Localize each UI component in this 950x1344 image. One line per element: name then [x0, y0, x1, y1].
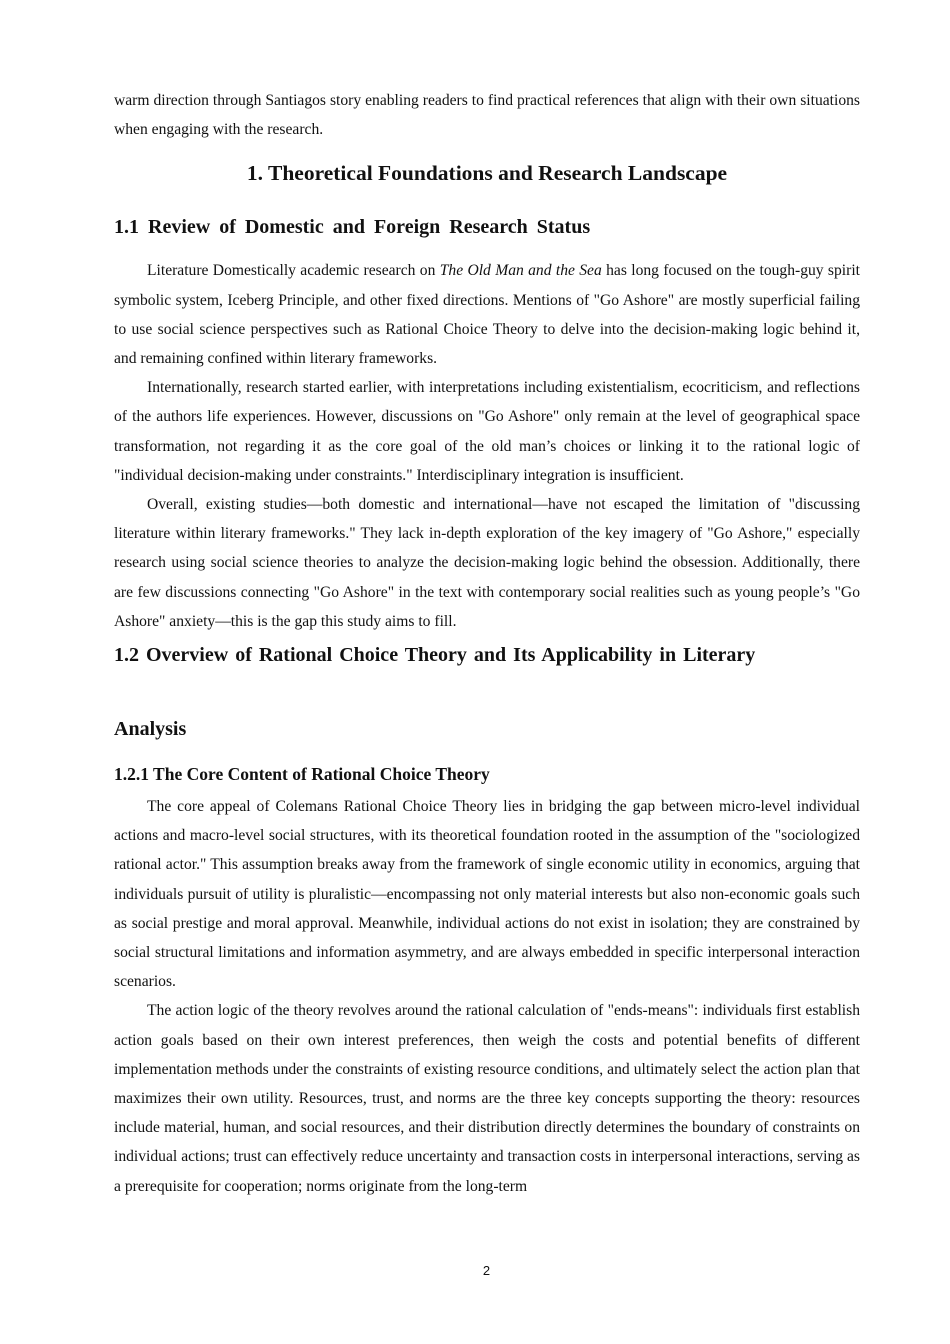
- page-number: 2: [482, 1263, 491, 1278]
- section-1-1-heading: 1.1 Review of Domestic and Foreign Research Status: [114, 216, 591, 239]
- p1-text-before: Literature Domestically academic research on: [147, 262, 440, 280]
- document-page: [114, 86, 860, 1201]
- section-1-1-paragraph-2: Internationally, research started earlier, with interpretations including existentialism, ecocriticism, and reflections of the authors life experiences. However, discussions on "Go Ashore" only remain at the level of geographical space transformation, not regarding it as the core goal of the old man’s choices or linking it to the rational logic of "individual decision-making under constraints." Interdisciplinary integration is insufficient.: [114, 379, 860, 484]
- section-1-2-1-paragraph-2: The action logic of the theory revolves around the rational calculation of "ends-means": individuals first establish action goals based on their own interest preferences, then weigh the costs and potential benefits of different implementation methods under the constraints of existing resource conditions, and ultimately select the action plan that maximizes their own utility. Resources, trust, and norms are the three key concepts supporting the theory: resources include material, human, and social resources, and their distribution directly determines the boundary of constraints on individual actions; trust can effectively reduce uncertainty and transaction costs in interpersonal interactions, serving as a prerequisite for cooperation; norms originate from the long-term: [114, 1002, 860, 1195]
- book-title: The Old Man and the Sea: [439, 262, 602, 280]
- p1-text-after: has long focused on the tough-guy spirit symbolic system, Iceberg Principle, and other fixed directions. Mentions of "Go Ashore" are mostly superficial failing to use social science perspectives such as Rational Choice Theory to delve into the decision-making logic behind it, and remaining confined within literary frameworks.: [114, 262, 860, 368]
- section-1-2-heading-line-1: 1.2 Overview of Rational Choice Theory and Its Applicability in Literary: [114, 644, 756, 667]
- continuation-paragraph: warm direction through Santiagos story enabling readers to find practical references that align with their own situations when engaging with the research.: [114, 92, 860, 139]
- section-1-2-1-heading: 1.2.1 The Core Content of Rational Choice Theory: [114, 764, 490, 785]
- section-1-1-paragraph-3: Overall, existing studies—both domestic and international—have not escaped the limitation of "discussing literature within literary frameworks." They lack in-depth exploration of the key imagery of "Go Ashore," especially research using social science theories to analyze the decision-making logic behind the obsession. Additionally, there are few discussions connecting "Go Ashore" in the text with contemporary social realities such as young people’s "Go Ashore" anxiety—this is the gap this study aims to fill.: [114, 496, 860, 630]
- section-1-2-heading-line-2: Analysis: [114, 718, 187, 741]
- section-1-heading: 1. Theoretical Foundations and Research Landscape: [246, 161, 728, 186]
- section-1-1-paragraph-1: [114, 256, 860, 373]
- section-1-2-1-paragraph-1: The core appeal of Colemans Rational Choice Theory lies in bridging the gap between micro-level individual actions and macro-level social structures, with its theoretical foundation rooted in the assumption of the "sociologized rational actor." This assumption breaks away from the framework of single economic utility in economics, arguing that individuals pursuit of utility is pluralistic—encompassing not only material interests but also non-economic goals such as social prestige and moral approval. Meanwhile, individual actions do not exist in isolation; they are constrained by social structural limitations and information asymmetry, and are always embedded in specific interpersonal interaction scenarios.: [114, 798, 860, 991]
